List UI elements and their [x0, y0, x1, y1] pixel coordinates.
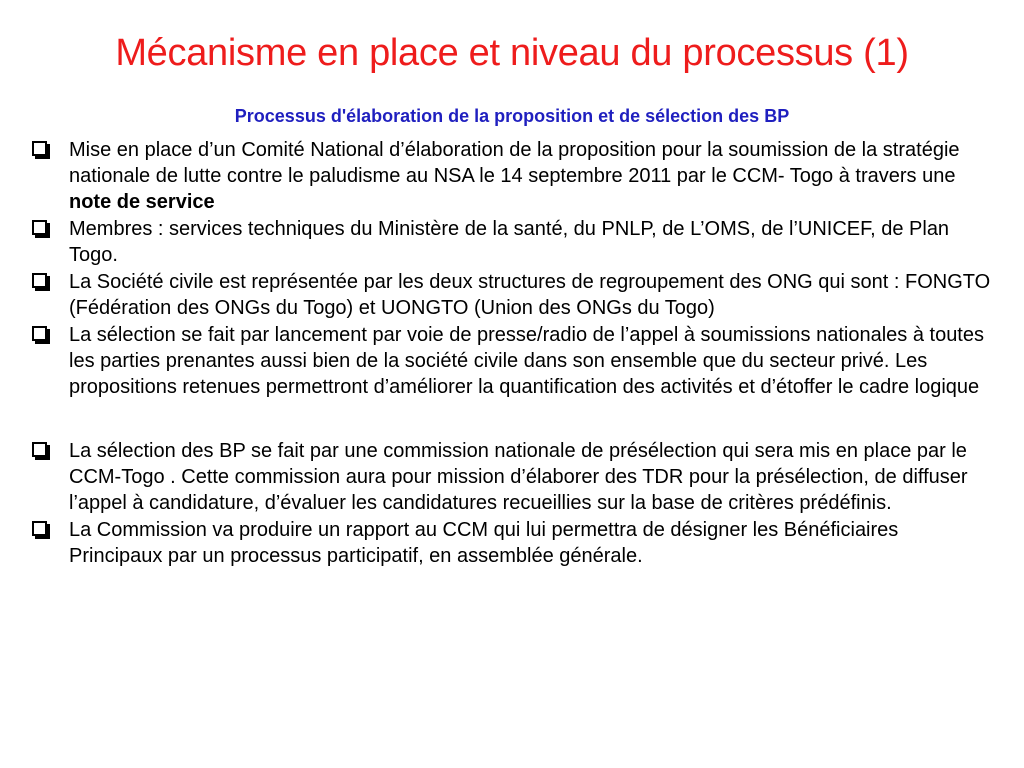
bullet-item	[30, 269, 996, 321]
bullet-text: La Commission va produire un rapport au CCM qui lui permettra de désigner les Bénéficiaires Principaux par un processus participatif, en assemblée générale.	[69, 519, 899, 567]
slide-title: Mécanisme en place et niveau du processus (1)	[115, 32, 909, 74]
checkbox-square-icon	[32, 326, 47, 341]
checkbox-square-icon	[32, 273, 47, 288]
bullet-item	[30, 438, 996, 516]
bullet-item	[30, 322, 996, 400]
bullet-list	[30, 137, 996, 570]
bullet-text: Mise en place d’un Comité National d’élaboration de la proposition pour la soumission de la stratégie nationale de lutte contre le paludisme au NSA le 14 septembre 2011 par le CCM- Togo à travers une note de service	[69, 139, 960, 213]
bullet-item	[30, 517, 996, 569]
bullet-text: La Société civile est représentée par les deux structures de regroupement des ONG qui sont : FONGTO (Fédération des ONGs du Togo) et UONGTO (Union des ONGs du Togo)	[69, 271, 991, 319]
checkbox-square-icon	[32, 220, 47, 235]
bullet-item	[30, 216, 996, 268]
slide-subtitle: Processus d'élaboration de la proposition et de sélection des BP	[234, 106, 790, 126]
bullet-text: La sélection se fait par lancement par voie de presse/radio de l’appel à soumissions nationales à toutes les parties prenantes aussi bien de la société civile dans son ensemble que du secteur privé. Les propositions retenues permettront d’améliorer la quantification des activités et d’étoffer le cadre logique	[69, 324, 984, 398]
bullet-item	[30, 137, 996, 215]
checkbox-square-icon	[32, 141, 47, 156]
checkbox-square-icon	[32, 442, 47, 457]
bullet-bold-text: note de service	[69, 191, 215, 213]
checkbox-square-icon	[32, 521, 47, 536]
bullet-text: La sélection des BP se fait par une commission nationale de présélection qui sera mis en place par le CCM-Togo . Cette commission aura pour mission d’élaborer des TDR pour la présélection, de diffuser l’appel à candidature, d’évaluer les candidatures recueillies sur la base de critères prédéfinis.	[69, 440, 968, 514]
bullet-text: Membres : services techniques du Ministère de la santé, du PNLP, de L’OMS, de l’UNICEF, de Plan Togo.	[69, 218, 950, 266]
